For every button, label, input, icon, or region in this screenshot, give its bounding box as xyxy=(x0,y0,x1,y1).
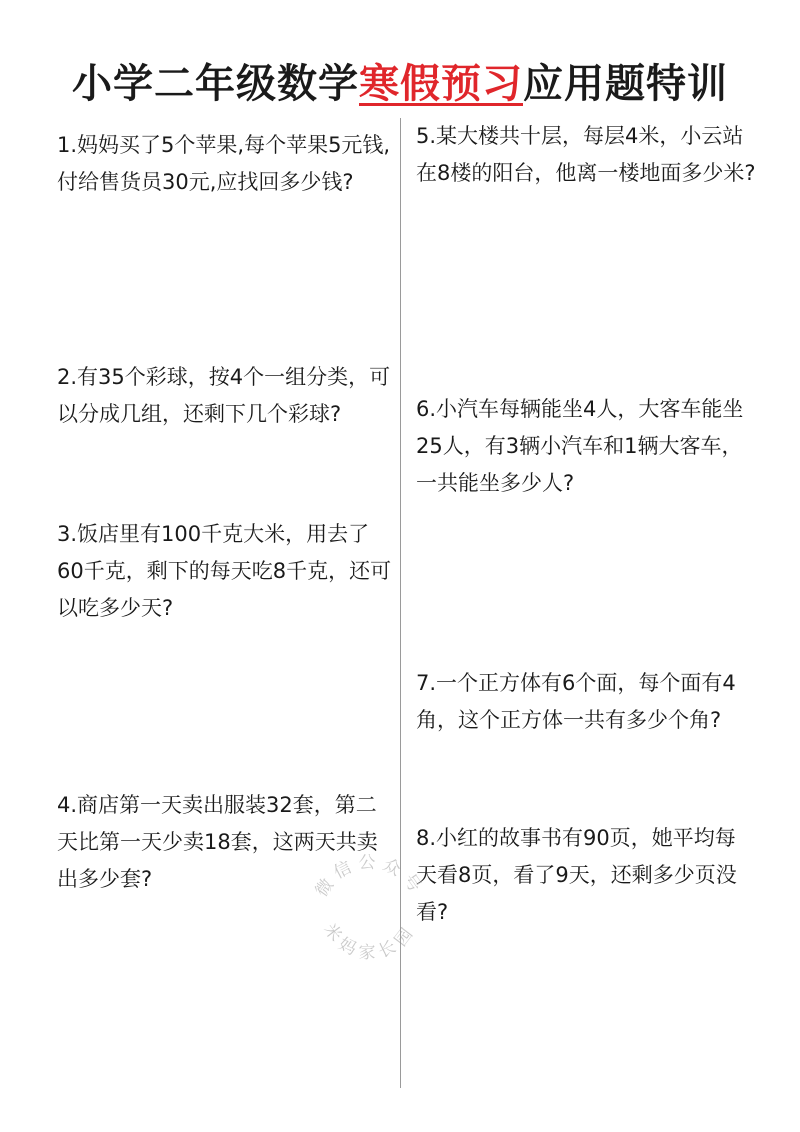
question-1: 1.妈妈买了5个苹果,每个苹果5元钱,付给售货员30元,应找回多少钱? xyxy=(57,133,391,194)
watermark-top-text: 微信公众号 xyxy=(311,853,429,901)
question-7: 7.一个正方体有6个面，每个面有4角，这个正方体一共有多少个角? xyxy=(416,671,736,732)
question-4: 4.商店第一天卖出服装32套，第二天比第一天少卖18套，这两天共卖出多少套? xyxy=(57,793,378,891)
question-5: 5.某大楼共十层，每层4米，小云站在8楼的阳台，他离一楼地面多少米? xyxy=(416,124,756,185)
question-2: 2.有35个彩球，按4个一组分类，可以分成几组，还剩下几个彩球? xyxy=(57,365,391,426)
svg-text:米妈家长园 xyxy=(319,920,421,963)
title-suffix: 应用题特训 xyxy=(523,61,728,107)
title-highlight: 寒假预习 xyxy=(359,61,523,107)
watermark-stamp xyxy=(300,838,440,978)
watermark-bottom-text: 米妈家长园 xyxy=(319,919,421,963)
title-prefix: 小学二年级数学 xyxy=(72,61,359,107)
question-6: 6.小汽车每辆能坐4人，大客车能坐25人，有3辆小汽车和1辆大客车，一共能坐多少人? xyxy=(416,397,744,495)
page-title xyxy=(0,52,800,109)
question-8: 8.小红的故事书有90页，她平均每天看8页，看了9天，还剩多少页没看? xyxy=(416,826,737,924)
svg-text:微信公众号 xyxy=(312,853,428,901)
question-3: 3.饭店里有100千克大米，用去了60千克，剩下的每天吃8千克，还可以吃多少天? xyxy=(57,522,392,620)
